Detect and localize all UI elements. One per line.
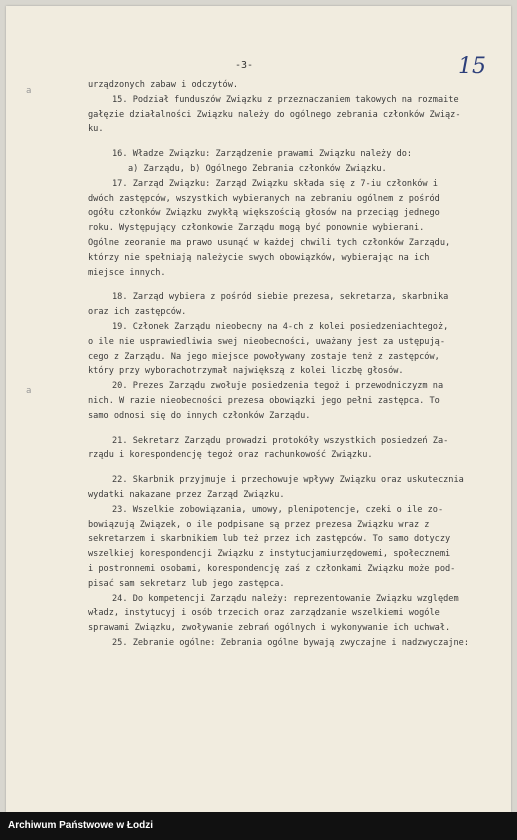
text-line: 17. Zarząd Związku: Zarząd Związku składa się z 7-iu członków i [112, 178, 438, 189]
text-line: bowiązują Związek, o ile podpisane są przez prezesa Związku wraz z [88, 519, 430, 530]
archive-footer [0, 812, 517, 840]
text-line: wydatki nakazane przez Zarząd Związku. [88, 489, 285, 500]
text-line: a) Zarządu, b) Ogólnego Zebrania członków Związku. [128, 163, 387, 174]
text-line: 24. Do kompetencji Zarządu należy: reprezentowanie Związku względem [112, 593, 459, 604]
text-line: który przy wyborachotrzymał największą z kolei liczbę głosów. [88, 366, 404, 377]
text-line: władz, instytucyj i osób trzecich oraz zarządzanie wszelkiemi wogóle [88, 608, 440, 619]
text-line: 19. Członek Zarządu nieobecny na 4-ch z kolei posiedzeniachtegoż, [112, 321, 449, 332]
text-line: urządzonych zabaw i odczytów. [88, 80, 239, 90]
text-line: ogółu członków Związku zwykłą większością głosów na przeciąg jednego [88, 208, 440, 219]
text-line: Ogólne zeoranie ma prawo usunąć w każdej chwili tych członków Zarządu, [88, 237, 451, 248]
text-line: ku. [88, 124, 104, 135]
paragraph-gap [88, 424, 510, 434]
text-line: i postronnemi osobami, korespondencję zaś z członkami Związku może pod- [88, 563, 456, 574]
text-line: nich. W razie nieobecności prezesa obowiązki jego pełni zastępca. To [88, 395, 440, 406]
text-line: gałęzie działalności Związku należy do ogólnego zebrania członków Związ- [88, 109, 461, 120]
text-line: oraz ich zastępców. [88, 307, 187, 318]
text-line: 25. Zebranie ogólne: Zebrania ogólne bywają zwyczajne i nadzwyczajne: [112, 637, 469, 648]
paragraph-gap [88, 280, 510, 290]
text-line: którzy nie spełniają należycie swych obowiązków, wybierając na ich [88, 252, 430, 263]
paragraph-gap [88, 463, 510, 473]
page-number: -3- [235, 60, 254, 71]
margin-mark: a [26, 86, 32, 96]
text-line: 20. Prezes Zarządu zwołuje posiedzenia tegoż i przewodniczyzm na [112, 381, 444, 392]
document-body [88, 78, 510, 651]
archive-label: Archiwum Państwowe w Łodzi [8, 820, 154, 831]
text-line: 23. Wszelkie zobowiązania, umowy, plenipotencje, czeki o ile zo- [112, 504, 444, 515]
text-line: o ile nie usprawiedliwia swej nieobecności, uważany jest za ustępują- [88, 336, 445, 347]
text-line: cego z Zarządu. Na jego miejsce powoływany zostaje tenż z zastępców, [88, 351, 440, 362]
text-line: samo odnosi się do innych członków Zarządu. [88, 410, 311, 421]
paragraph-gap [88, 137, 510, 147]
text-line: rządu i korespondencję tegoż oraz rachunkowość Związku. [88, 450, 373, 461]
handwritten-page-number: 15 [458, 54, 486, 79]
text-line: sekretarzem i skarbnikiem lub też przez ich zastępców. To samo dotyczy [88, 534, 451, 545]
text-line: 21. Sekretarz Zarządu prowadzi protokóły wszystkich posiedzeń Za- [112, 435, 449, 446]
text-line: sprawami Związku, zwoływanie zebrań ogólnych i wykonywanie ich uchwał. [88, 623, 451, 634]
text-line: 18. Zarząd wybiera z pośród siebie prezesa, sekretarza, skarbnika [112, 292, 449, 303]
margin-mark: a [26, 386, 32, 396]
text-line: 22. Skarbnik przyjmuje i przechowuje wpływy Związku oraz uskutecznia [112, 475, 464, 486]
text-line: 16. Władze Związku: Zarządzenie prawami Związku należy do: [112, 149, 413, 160]
document-page [6, 6, 511, 812]
text-line: 15. Podział funduszów Związku z przeznaczaniem takowych na rozmaite [112, 94, 459, 105]
text-line: wszelkiej korespondencji Związku z instytucjamiurzędowemi, społecznemi [88, 549, 451, 560]
text-line: roku. Występujący członkowie Zarządu mogą być ponownie wybierani. [88, 223, 425, 234]
text-line: dwóch zastępców, wszystkich wybieranych na zebraniu ogólnem z pośród [88, 193, 440, 204]
text-line: miejsce innych. [88, 267, 166, 278]
text-line: pisać sam sekretarz lub jego zastępca. [88, 578, 285, 589]
